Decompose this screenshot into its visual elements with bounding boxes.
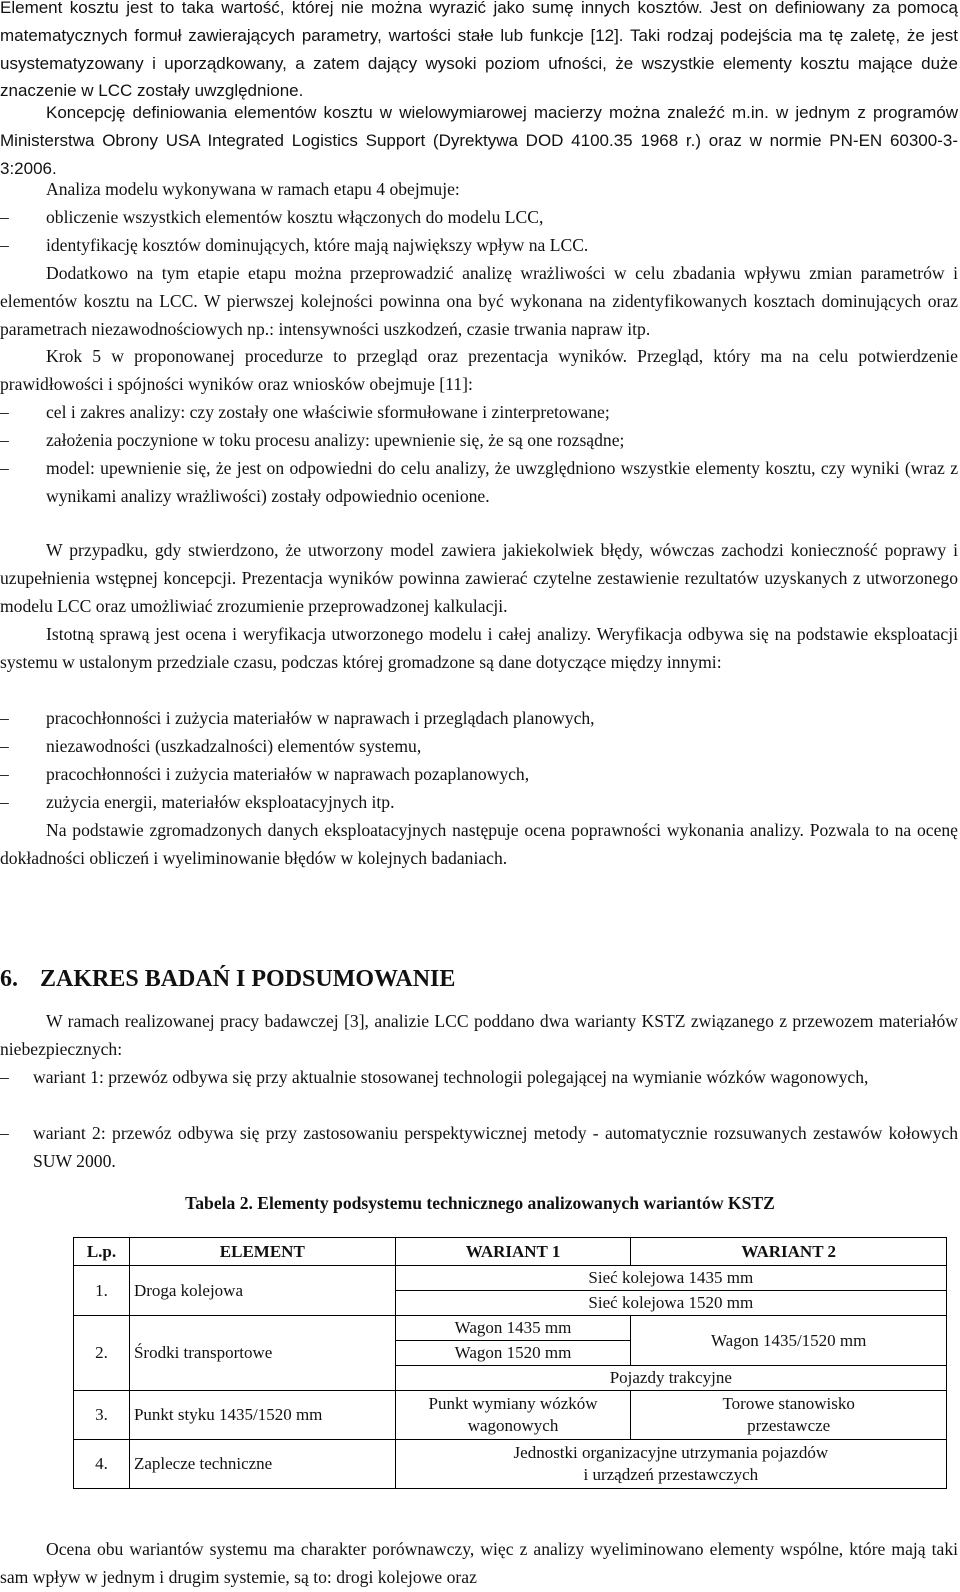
- table-header-row: [74, 1238, 947, 1266]
- dash-bullet: –: [0, 792, 9, 812]
- table-cell-lp: 1.: [74, 1266, 130, 1316]
- paragraph-closing: Ocena obu wariantów systemu ma charakter porównawczy, więc z analizy wyeliminowano elementy wspólne, które mają taki sam wpływ w jednym i drugim systemie, są to: drogi kolejowe oraz: [0, 1539, 958, 1587]
- table-cell-element: Punkt styku 1435/1520 mm: [129, 1391, 395, 1440]
- table-cell: Sieć kolejowa 1435 mm: [395, 1266, 946, 1291]
- table-cell-element: Środki transportowe: [129, 1316, 395, 1391]
- dash-bullet: –: [0, 458, 9, 478]
- table-header-cell: ELEMENT: [129, 1238, 395, 1266]
- list-item: – pracochłonności i zużycia materiałów w naprawach i przeglądach planowych,: [0, 705, 958, 733]
- table-cell: Wagon 1435/1520 mm: [631, 1316, 947, 1366]
- table-cell-lp: 2.: [74, 1316, 130, 1391]
- paragraph-stage4: Analiza modelu wykonywana w ramach etapu 4 obejmuje:: [46, 179, 460, 199]
- dash-bullet: –: [0, 1123, 9, 1143]
- table-row: [74, 1316, 947, 1341]
- paragraph-cost-matrix: Koncepcję definiowania elementów kosztu w wielowymiarowej macierzy można znaleźć m.in. w jednym z programów Ministerstwa Obrony USA Integrated Logistics Support (Dyrektywa DOD 4100.35 1968 r.) oraz w normie PN-EN 60300-3-3:2006.: [0, 103, 958, 178]
- list-item: – obliczenie wszystkich elementów kosztu włączonych do modelu LCC,: [0, 204, 958, 232]
- list-item: – wariant 1: przewóz odbywa się przy aktualnie stosowanej technologii polegającej na wymianie wózków wagonowych,: [0, 1064, 958, 1092]
- table-cell: Punkt wymiany wózków wagonowych: [395, 1391, 631, 1440]
- dash-bullet: –: [0, 1067, 9, 1087]
- dash-bullet: –: [0, 235, 9, 255]
- table-cell: Sieć kolejowa 1520 mm: [395, 1291, 946, 1316]
- table-cell-element: Zaplecze techniczne: [129, 1440, 395, 1489]
- table-cell-lp: 4.: [74, 1440, 130, 1489]
- list-item: – niezawodności (uszkadzalności) elementów systemu,: [0, 733, 958, 761]
- list-item: – cel i zakres analizy: czy zostały one właściwie sformułowane i zinterpretowane;: [0, 399, 958, 427]
- paragraph-verification: Istotną sprawą jest ocena i weryfikacja utworzonego modelu i całej analizy. Weryfikacja odbywa się na podstawie eksploatacji systemu w ustalonym przedziale czasu, podczas której gromadzone są dane dotyczące między innymi:: [0, 624, 958, 672]
- table-row: [74, 1440, 947, 1489]
- table-cell: Wagon 1435 mm: [395, 1316, 631, 1341]
- table-cell: Wagon 1520 mm: [395, 1341, 631, 1366]
- paragraph-cost-element: Element kosztu jest to taka wartość, której nie można wyrazić jako sumę innych kosztów. Jest on definiowany za pomocą matematycznych formuł zawierających parametry, wartości stałe lub funkcje [12]. Taki rodzaj podejścia ma tę zaletę, że jest usystematyzowany i uporządkowany, a zatem dający wysoki poziom ufności, że wszystkie elementy kosztu mające duże znaczenie w LCC zostały uwzględnione.: [0, 0, 958, 101]
- section-heading: [0, 964, 455, 994]
- section-number: 6.: [0, 966, 18, 992]
- elements-table: [73, 1237, 947, 1489]
- table-row: [74, 1266, 947, 1291]
- dash-bullet: –: [0, 736, 9, 756]
- dash-bullet: –: [0, 764, 9, 784]
- table-header-cell: L.p.: [74, 1238, 130, 1266]
- dash-bullet: –: [0, 430, 9, 450]
- table-row: [74, 1391, 947, 1440]
- table-cell-lp: 3.: [74, 1391, 130, 1440]
- paragraph-errors: W przypadku, gdy stwierdzono, że utworzony model zawiera jakiekolwiek błędy, wówczas zachodzi konieczność poprawy i uzupełnienia wstępnej koncepcji. Prezentacja wyników powinna zawierać czytelne zestawienie rezultatów uzyskanych z utworzonego modelu LCC oraz umożliwiać zrozumienie przeprowadzonej kalkulacji.: [0, 540, 958, 616]
- dash-bullet: –: [0, 207, 9, 227]
- list-item: – identyfikację kosztów dominujących, które mają największy wpływ na LCC.: [0, 232, 958, 260]
- list-item: – wariant 2: przewóz odbywa się przy zastosowaniu perspektywicznej metody - automatycznie rozsuwanych zestawów kołowych SUW 2000.: [0, 1120, 958, 1176]
- dash-bullet: –: [0, 708, 9, 728]
- list-item: – zużycia energii, materiałów eksploatacyjnych itp.: [0, 789, 958, 817]
- list-item: – pracochłonności i zużycia materiałów w naprawach pozaplanowych,: [0, 761, 958, 789]
- paragraph-research-scope: W ramach realizowanej pracy badawczej [3], analizie LCC poddano dwa warianty KSTZ związanego z przewozem materiałów niebezpiecznych:: [0, 1011, 958, 1059]
- paragraph-assessment: Na podstawie zgromadzonych danych eksploatacyjnych następuje ocena poprawności wykonania analizy. Pozwala to na ocenę dokładności obliczeń i wyeliminowanie błędów w kolejnych badaniach.: [0, 820, 958, 868]
- dash-bullet: –: [0, 402, 9, 422]
- table-cell: Torowe stanowisko przestawcze: [631, 1391, 947, 1440]
- table-caption: Tabela 2. Elementy podsystemu technicznego analizowanych wariantów KSTZ: [185, 1193, 775, 1213]
- list-item: – model: upewnienie się, że jest on odpowiedni do celu analizy, że uwzględniono wszystkie elementy kosztu, czy wyniki (wraz z wynikami analizy wrażliwości) zostały odpowiednio ocenione.: [0, 455, 958, 511]
- table-cell: Pojazdy trakcyjne: [395, 1366, 946, 1391]
- table-header-cell: WARIANT 2: [631, 1238, 947, 1266]
- paragraph-sensitivity: Dodatkowo na tym etapie etapu można przeprowadzić analizę wrażliwości w celu zbadania wpływu zmian parametrów i elementów kosztu na LCC. W pierwszej kolejności powinna ona być wykonana na zidentyfikowanych kosztach dominujących oraz parametrach niezawodnościowych np.: intensywności uszkodzeń, czasie trwania napraw itp.: [0, 263, 958, 339]
- table-cell-element: Droga kolejowa: [129, 1266, 395, 1316]
- table-cell: Jednostki organizacyjne utrzymania pojazdów i urządzeń przestawczych: [395, 1440, 946, 1489]
- table-header-cell: WARIANT 1: [395, 1238, 631, 1266]
- paragraph-step5: Krok 5 w proponowanej procedurze to przegląd oraz prezentacja wyników. Przegląd, który ma na celu potwierdzenie prawidłowości i spójności wyników oraz wniosków obejmuje [11]:: [0, 346, 958, 394]
- section-title: ZAKRES BADAŃ I PODSUMOWANIE: [40, 966, 456, 992]
- list-item: – założenia poczynione w toku procesu analizy: upewnienie się, że są one rozsądne;: [0, 427, 958, 455]
